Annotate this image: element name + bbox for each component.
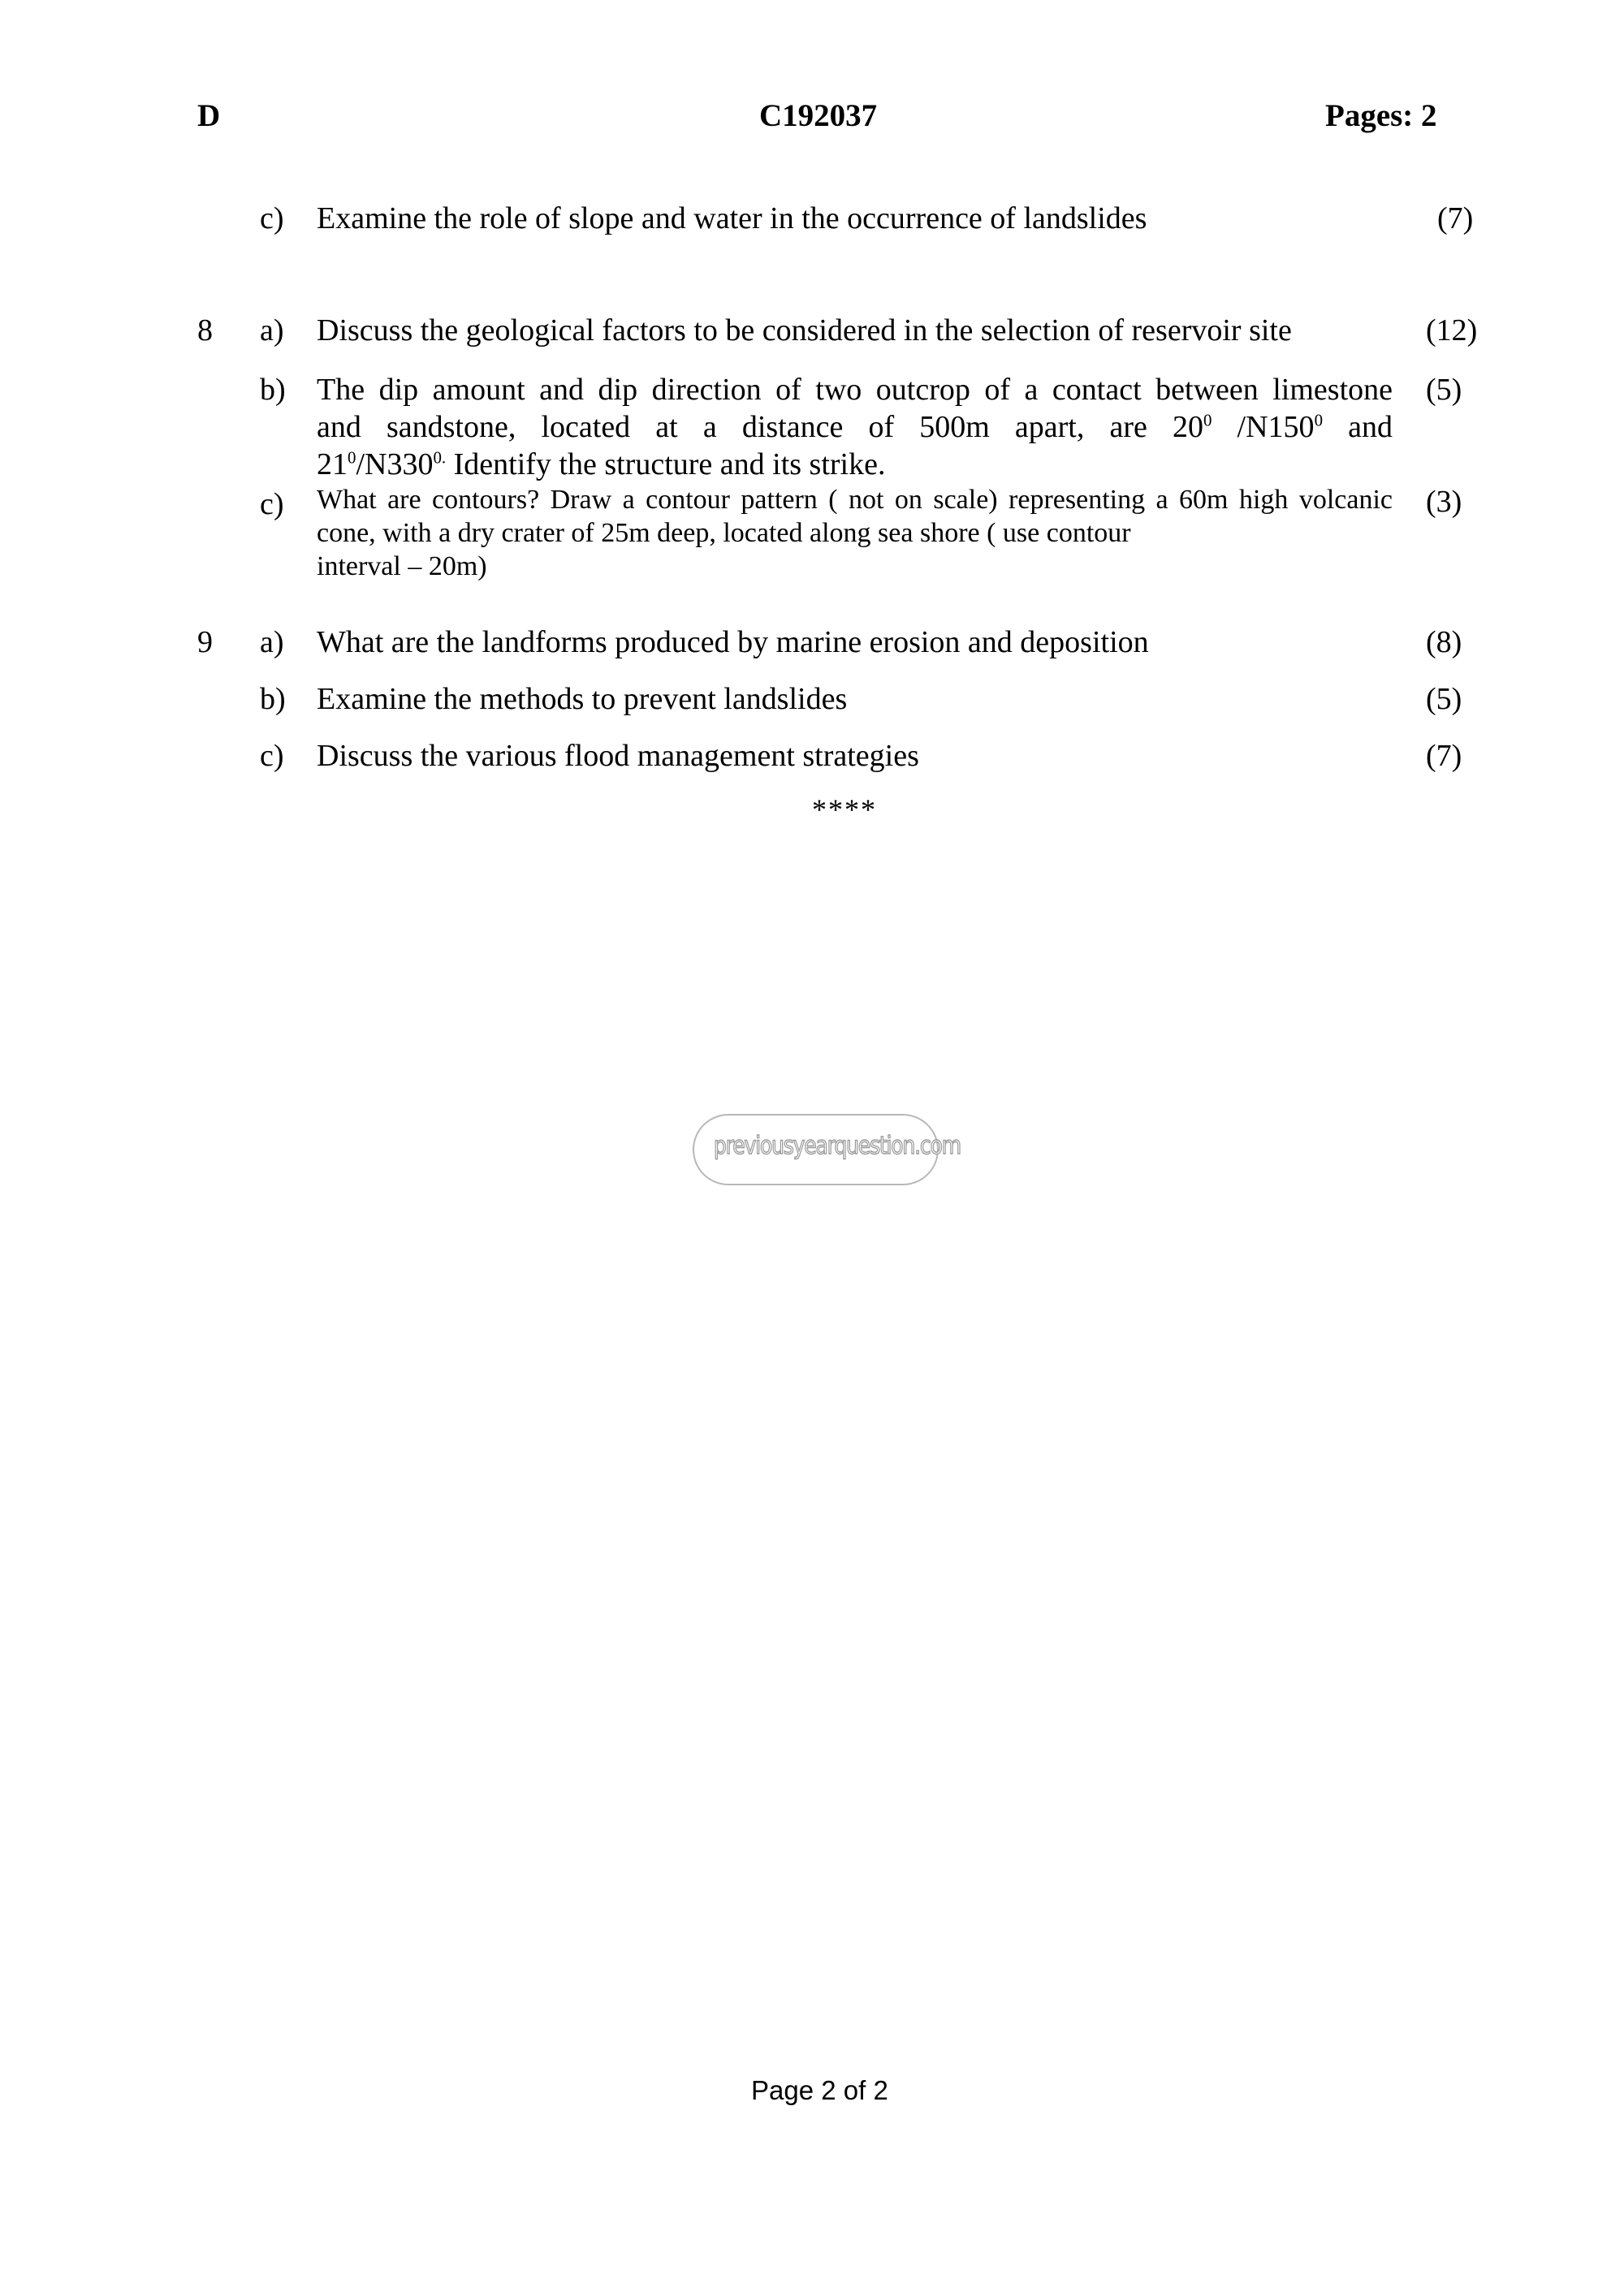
text-fragment: 21 bbox=[317, 447, 348, 481]
question-set-label: D bbox=[197, 98, 221, 133]
question-number: 8 bbox=[197, 313, 213, 347]
superscript: 0 bbox=[348, 447, 356, 468]
question-text: Discuss the geological factors to be considered in the selection of reservoir site bbox=[317, 313, 1292, 347]
page-footer: Page 2 of 2 bbox=[751, 2075, 888, 2105]
part-letter: a) bbox=[260, 625, 284, 659]
question-number: 9 bbox=[197, 625, 213, 659]
marks: (5) bbox=[1426, 373, 1462, 407]
text-fragment: Identify the structure and its strike. bbox=[446, 447, 886, 481]
marks: (8) bbox=[1426, 625, 1462, 659]
question-text-body: What are contours? Draw a contour pattern ( not on scale) representing a 60m high volcanic cone, with a dry crater of 25m deep, located along sea shore ( use contour bbox=[317, 485, 1393, 548]
marks: (7) bbox=[1437, 201, 1474, 235]
question-text-line: interval – 20m) bbox=[317, 551, 487, 581]
superscript: 0 bbox=[1203, 410, 1212, 430]
question-text bbox=[317, 483, 1393, 583]
part-letter: a) bbox=[260, 313, 284, 347]
watermark-logo bbox=[693, 1114, 961, 1185]
question-text: Examine the role of slope and water in the occurrence of landslides bbox=[317, 201, 1147, 235]
end-of-paper-mark: **** bbox=[812, 793, 877, 826]
question-text: What are the landforms produced by marine erosion and deposition bbox=[317, 625, 1149, 659]
text-fragment: /N150 bbox=[1212, 410, 1315, 444]
part-letter: c) bbox=[260, 201, 284, 235]
text-fragment: and bbox=[1323, 410, 1393, 444]
paper-code: C192037 bbox=[759, 98, 878, 133]
question-text-line: The dip amount and dip direction of two outcrop of a contact between limestone bbox=[317, 373, 1393, 407]
text-fragment: /N330 bbox=[356, 447, 434, 481]
part-letter: c) bbox=[260, 487, 284, 521]
superscript: 0. bbox=[433, 447, 447, 468]
page-count: Pages: 2 bbox=[1325, 98, 1437, 133]
part-letter: b) bbox=[260, 373, 286, 407]
superscript: 0 bbox=[1314, 410, 1324, 430]
marks: (7) bbox=[1426, 739, 1462, 773]
text-fragment: and sandstone, located at a distance of 500m apart, are 20 bbox=[317, 410, 1203, 444]
marks: (3) bbox=[1426, 485, 1462, 519]
question-text: Examine the methods to prevent landslides bbox=[317, 682, 848, 716]
part-letter: b) bbox=[260, 682, 286, 716]
watermark-text: previousyearquestion.com bbox=[713, 1132, 961, 1160]
question-text bbox=[317, 371, 1393, 483]
question-text-line bbox=[317, 408, 1393, 446]
question-text-line bbox=[317, 446, 1393, 483]
part-letter: c) bbox=[260, 739, 284, 773]
marks: (12) bbox=[1426, 313, 1478, 347]
marks: (5) bbox=[1426, 682, 1462, 716]
question-text: Discuss the various flood management strategies bbox=[317, 739, 919, 773]
